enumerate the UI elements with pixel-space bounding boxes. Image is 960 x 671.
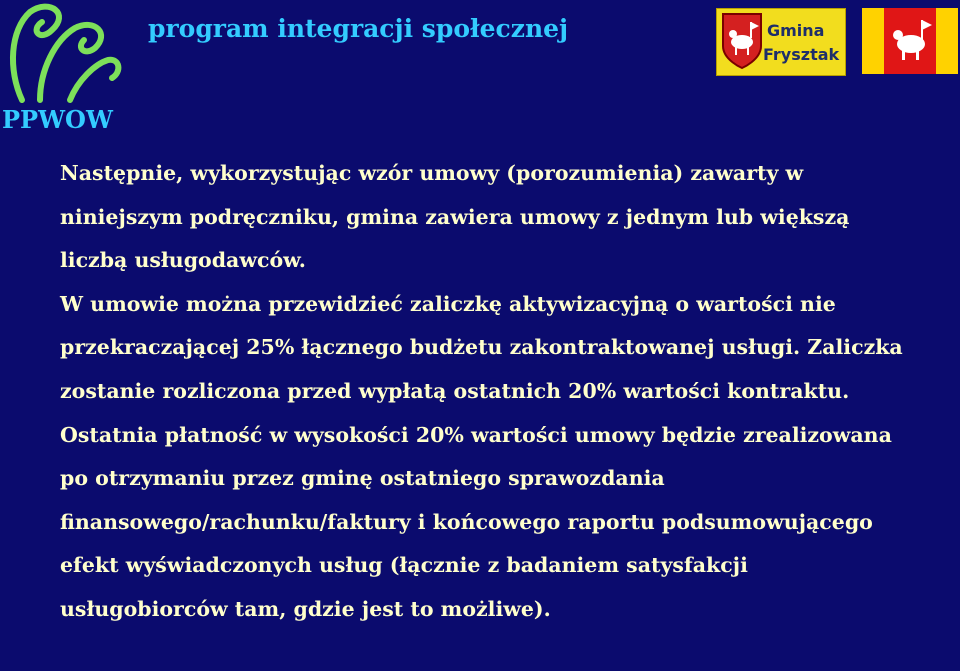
- gmina-frysztak-badge: [716, 8, 846, 76]
- logo-text: PPWOW: [2, 105, 113, 134]
- coat-of-arms-icon: [721, 12, 763, 70]
- gmina-name: Frysztak: [763, 45, 840, 64]
- lamb-emblem-icon: [884, 10, 936, 72]
- paragraph: Następnie, wykorzystując wzór umowy (porozumienia) zawarty w niniejszym podręczniku, gmina zawiera umowy z jednym lub większą liczbą usługodawców.: [60, 161, 850, 273]
- flag-icon: [862, 8, 958, 74]
- header-title: program integracji społecznej: [148, 14, 569, 43]
- paragraph: Ostatnia płatność w wysokości 20% wartości umowy będzie zrealizowana po otrzymaniu przez gminę ostatniego sprawozdania finansowego/rachunku/faktury i końcowego raportu podsumowującego efekt wyświadczonych usług (łącznie z badaniem satysfakcji usługobiorców tam, gdzie jest to możliwe).: [60, 422, 892, 621]
- ppwow-logo: [0, 0, 130, 135]
- slide-body: [60, 152, 920, 632]
- paragraph: W umowie można przewidzieć zaliczkę aktywizacyjną o wartości nie przekraczającej 25% łącznego budżetu zakontraktowanej usługi. Zaliczka zostanie rozliczona przed wypłatą ostatnich 20% wartości kontraktu.: [60, 291, 903, 403]
- gmina-label: Gmina: [767, 21, 825, 40]
- ppwow-logo-mark-icon: [0, 0, 130, 110]
